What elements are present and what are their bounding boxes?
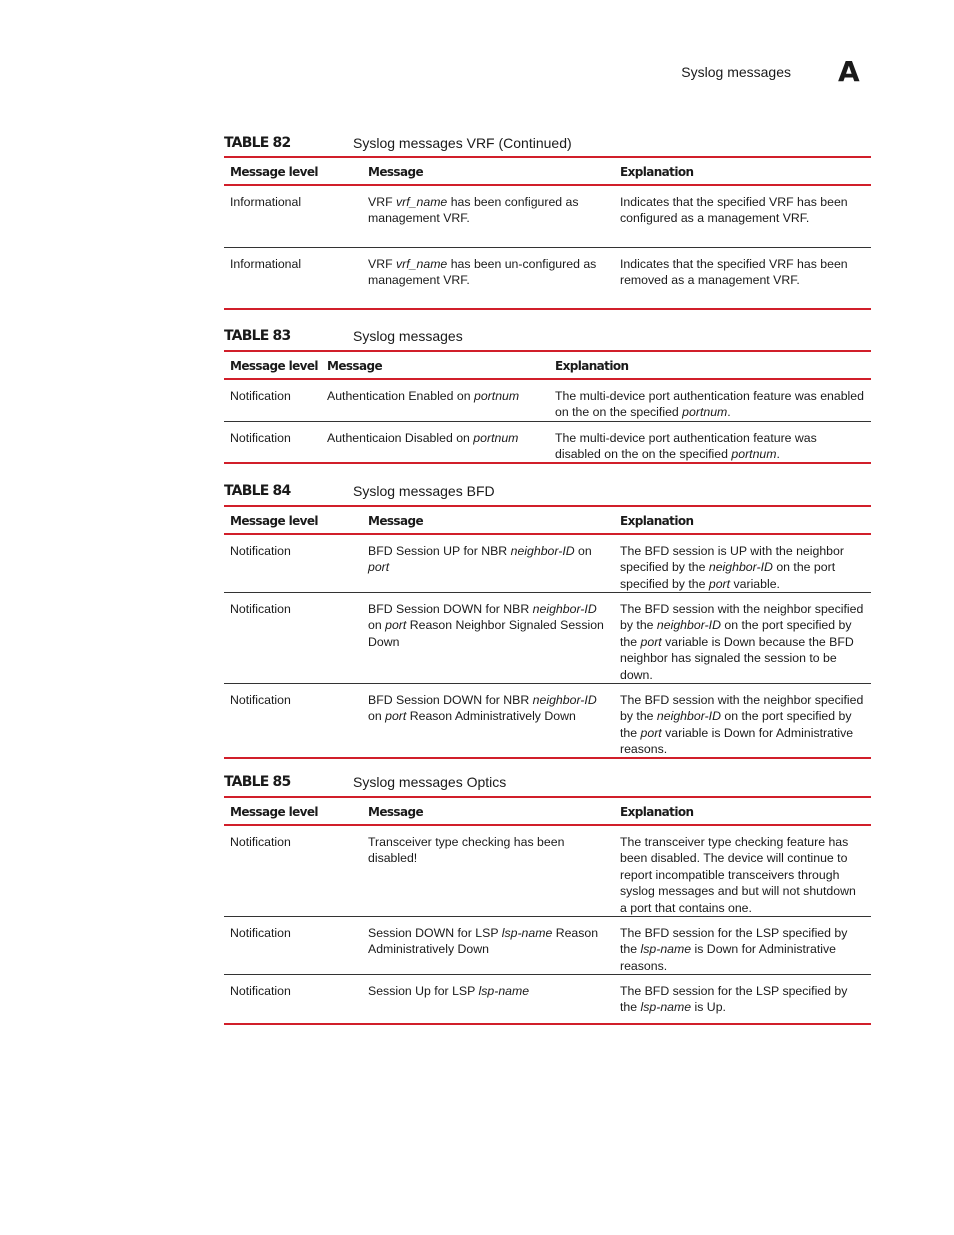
running-header-title: Syslog messages [681,64,791,80]
variable-text: neighbor-ID [532,693,597,707]
table-header-row [224,156,871,186]
cell-text: Session Up for LSP [368,984,479,998]
cell-text: The BFD session with the neighbor specified by the [620,693,864,724]
explanation-cell [620,601,865,683]
variable-text: neighbor-ID [656,618,721,633]
cell-text: variable. [730,576,780,591]
variable-text: port [640,725,662,740]
cell-text: . [727,405,731,420]
column-header: Message [368,805,423,819]
syslog-table [224,505,871,759]
cell-text: The BFD session is UP with the neighbor specified by the [620,544,844,575]
table-header-row [224,505,871,535]
table-title: Syslog messages VRF (Continued) [353,135,572,151]
table-caption [224,774,871,794]
table-caption [224,328,871,348]
variable-text: portnum [731,447,777,462]
cell-text: The BFD session for the LSP specified by the [620,984,848,1015]
cell-text: on the port specified by the [620,618,852,649]
explanation-cell [620,692,865,758]
variable-text: port [385,618,407,633]
cell-text: The BFD session with the neighbor specified by the [620,602,864,633]
cell-text: Transceiver type checking has been disabled! [368,835,565,866]
table-title: Syslog messages BFD [353,483,495,499]
variable-text: port [368,560,390,575]
cell-text: . [776,447,780,462]
column-header: Explanation [620,805,694,819]
variable-text: neighbor-ID [510,544,575,558]
cell-text: Authenticaion Disabled on [327,431,474,445]
message-cell [368,834,613,867]
cell-text: variable is Down for Administrative reasons. [620,725,854,757]
column-header: Message level [230,359,318,373]
table-row [224,422,871,464]
cell-text: BFD Session DOWN for NBR [368,602,533,616]
variable-text: neighbor-ID [708,560,773,575]
cell-text: on [368,709,386,724]
explanation-cell [620,194,865,227]
variable-text: vrf_name [396,257,448,271]
column-header: Message [368,514,423,528]
cell-text: is Up. [691,1000,726,1015]
variable-text: port [708,576,731,591]
variable-text: port [640,634,662,649]
column-header: Message level [230,165,318,179]
message-cell [368,692,613,725]
message-level-cell: Notification [230,835,291,849]
cell-text: Authentication Enabled on [327,389,474,403]
cell-text: The BFD session for the LSP specified by the [620,926,848,957]
table-number: TABLE 85 [224,774,291,790]
cell-text: variable is Down because the BFD neighbor has signaled the session to be down. [620,634,854,682]
cell-text: on [574,544,592,558]
explanation-cell [555,388,865,421]
table-row [224,186,871,248]
cell-text: Indicates that the specified VRF has been configured as a management VRF. [620,195,848,226]
table-number: TABLE 82 [224,135,291,151]
cell-text: BFD Session DOWN for NBR [368,693,533,707]
cell-text: on the port specified by the [620,709,852,740]
variable-text: portnum [473,431,519,445]
message-cell [368,983,613,999]
variable-text: portnum [474,389,520,403]
column-header: Message level [230,805,318,819]
table-row [224,535,871,593]
column-header: Explanation [555,359,629,373]
explanation-cell [555,430,865,463]
cell-text: Session DOWN for LSP [368,926,502,940]
message-cell [327,388,552,404]
cell-text: on [368,618,386,633]
table-number: TABLE 84 [224,483,291,499]
variable-text: lsp-name [640,1000,692,1015]
message-cell [368,925,613,958]
table-row [224,975,871,1025]
message-cell [327,430,552,446]
variable-text: neighbor-ID [532,602,597,616]
table-row [224,826,871,917]
table-caption [224,483,871,503]
cell-text: is Down for Administrative reasons. [620,942,836,973]
variable-text: port [385,709,407,724]
cell-text: The transceiver type checking feature has been disabled. The device will continue to report incompatible transceivers through syslog messages and but will not shutdown a port that contains one. [620,835,856,915]
variable-text: lsp-name [478,984,530,998]
variable-text: vrf_name [396,195,448,209]
cell-text: Indicates that the specified VRF has been removed as a management VRF. [620,257,848,288]
table-title: Syslog messages [353,328,463,344]
table-header-row [224,796,871,826]
column-header: Message level [230,514,318,528]
cell-text: BFD Session UP for NBR [368,544,511,558]
cell-text: The multi-device port authentication feature was enabled on the on the specified [555,389,864,420]
syslog-table [224,796,871,1025]
message-level-cell: Notification [230,431,291,445]
cell-text: on the port specified by the [620,560,836,591]
cell-text: has been un-configured as management VRF. [368,257,597,288]
table-row [224,593,871,684]
variable-text: lsp-name [501,926,553,940]
cell-text: VRF [368,195,397,209]
cell-text: has been configured as management VRF. [368,195,579,226]
message-cell [368,256,613,289]
table-row [224,917,871,975]
explanation-cell [620,925,865,974]
message-cell [368,543,613,576]
message-level-cell: Notification [230,926,291,940]
message-level-cell: Notification [230,602,291,616]
table-caption [224,135,871,155]
variable-text: portnum [682,405,728,420]
table-row [224,684,871,759]
column-header: Message [327,359,382,373]
message-level-cell: Notification [230,984,291,998]
explanation-cell [620,543,865,592]
variable-text: lsp-name [640,942,692,957]
syslog-table [224,156,871,310]
message-level-cell: Notification [230,544,291,558]
table-row [224,380,871,422]
cell-text: The multi-device port authentication feature was disabled on the on the specified [555,431,817,462]
table-number: TABLE 83 [224,328,291,344]
explanation-cell [620,256,865,289]
cell-text: Reason Administratively Down [368,926,599,957]
explanation-cell [620,983,865,1016]
message-level-cell: Notification [230,389,291,403]
syslog-table [224,350,871,464]
message-level-cell: Informational [230,257,302,271]
variable-text: neighbor-ID [656,709,721,724]
cell-text: Reason Administratively Down [406,709,576,724]
message-cell [368,194,613,227]
message-level-cell: Notification [230,693,291,707]
table-title: Syslog messages Optics [353,774,507,790]
table-header-row [224,350,871,380]
column-header: Message [368,165,423,179]
column-header: Explanation [620,165,694,179]
explanation-cell [620,834,865,916]
cell-text: VRF [368,257,397,271]
message-cell [368,601,613,650]
message-level-cell: Informational [230,195,302,209]
appendix-letter: A [838,55,860,88]
table-row [224,248,871,310]
cell-text: Reason Neighbor Signaled Session Down [368,618,604,649]
column-header: Explanation [620,514,694,528]
